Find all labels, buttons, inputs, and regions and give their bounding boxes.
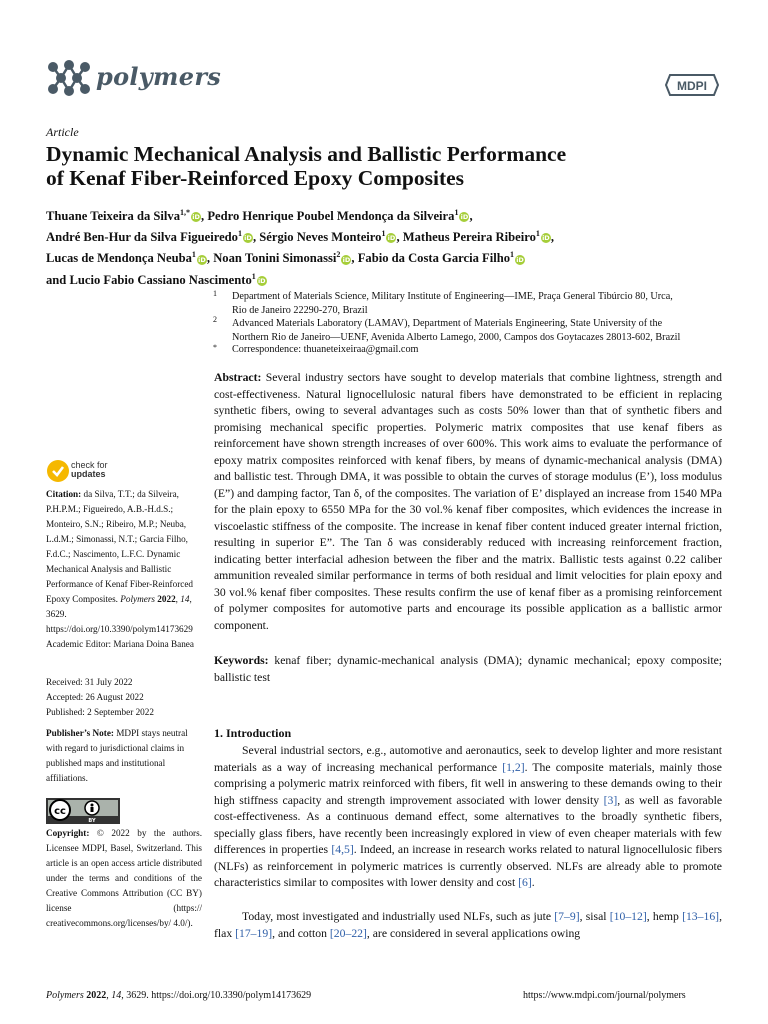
citation-link[interactable]: [3] [603,793,618,807]
orcid-icon[interactable]: iD [257,276,266,285]
affiliation-marker: 2 [213,315,217,324]
footer-citation: Polymers 2022, 14, 3629. https://doi.org/10.3390/polym14173629 [46,990,312,1001]
academic-editor: Academic Editor: Mariana Doina Banea [46,639,194,649]
citation-link[interactable]: [6] [518,876,532,889]
check-for-updates-icon [46,459,70,483]
affiliation-2: Advanced Materials Laboratory (LAMAV), Department of Materials Engineering, State University of the Northern Rio de Janeiro—UENF, Avenida Alberto Lamego, 2000, Campos dos Goytacazes 28013-602, Brazil [232,318,681,343]
article-type: Article [46,125,79,139]
dates-block [46,675,202,720]
intro-paragraph: Today, most investigated and industrially used NLFs, such as jute [7–9], sisal [10–12], hemp [13–16], flax [17–19], and cotton [20–22], are considered in several applications owing [214,910,722,940]
keywords: Keywords: kenaf fiber; dynamic-mechanical analysis (DMA); dynamic mechanical; epoxy composite; ballistic test [214,654,723,684]
author-list: Thuane Teixeira da Silva$^{1,*}$iD, Pedro Henrique Poubel Mendonça da Silveira$^1$iD, André Ben-Hur da Silva Figueiredo$^1$iD, Sérgio Neves Monteiro$^1$iD, Matheus Pereira Ribeiro$^1$iD, Lucas de Mendonça Neuba$^1$iD, Noan Tonini Simonassi$^2$iD, Fabio da Costa Garcia Filho$^1$iD and Lucio Fabio Cassiano Nascimento$^1$iD [46,208,555,287]
author-name: Matheus Pereira Ribeiro [402,230,536,245]
accepted-date: Accepted: 26 August 2022 [46,692,144,702]
footer-journal-link[interactable]: https://www.mdpi.com/journal/polymers [523,990,686,1001]
orcid-icon[interactable]: iD [460,213,469,222]
publisher-note: Publisher’s Note: MDPI stays neutral with regard to jurisdictional claims in published maps and institutional affiliations. [46,728,188,783]
author-name: Pedro Henrique Poubel Mendonça da Silveira [207,209,455,224]
author-name: Sérgio Neves Monteiro [259,230,382,245]
polymers-logo-icon [46,58,92,98]
check-for-updates-label: check for updates [71,460,108,479]
svg-text:BY: BY [88,818,96,824]
orcid-icon[interactable]: iD [387,234,396,243]
citation-block: Citation: da Silva, T.T.; da Silveira, P.H.P.M.; Figueiredo, A.B.-H.d.S.; Monteiro, S.N.; Ribeiro, M.P.; Neuba, L.d.M.; Simonassi, N.T.; Garcia Filho, F.d.C.; Nascimento, L.F.C. Dynamic Mechanical Analysis and Ballistic Performance of Kenaf Fiber-Reinforced Epoxy Composites. Polymers 2022, 14, 3629. https://doi.org/10.3390/polym14173629 [46,489,194,634]
citation-link[interactable]: [1,2] [502,760,525,774]
svg-text:MDPI: MDPI [677,79,707,93]
author-name: Noan Tonini Simonassi [213,251,337,266]
section-heading: 1. Introduction [214,726,292,740]
orcid-icon[interactable]: iD [342,255,351,264]
author-name: Thuane Teixeira da Silva [46,209,181,224]
citation-link[interactable]: [10–12] [609,910,647,923]
affiliation-marker: 1 [213,289,217,298]
orcid-icon[interactable]: iD [192,213,200,222]
orcid-icon[interactable]: iD [542,234,550,243]
orcid-icon[interactable]: iD [244,234,252,243]
journal-name: polymers [96,62,222,91]
abstract: Abstract: Several industry sectors have sought to develop materials that combine lightness, strength and cost-effectiveness. Natural lignocellulosic natural fibers have demonstrated to be efficient in replacing synthetic fibers, owing to several advantages such as costs 50% lower than that of synthetic fibers and promising mechanical specific properties. Polymeric matrix composites that use kenaf fibers as reinforcement have shown strength increases of over 600%. This work aims to evaluate the performance of epoxy matrix composites reinforced with kenaf fibers, by means of dynamic-mechanical analysis (DMA) and ballistic test. Through DMA, it was possible to obtain the curves of storage modulus (E’), loss modulus (E”) and damping factor, Tan δ, of the composites. The variation of E’ displayed an increase from 1540 MPa for the plain epoxy to 6550 MPa for the 30 vol.% kenaf fiber composites, which evidences the increase in viscoelastic stiffness of the composite. The increase in kenaf fiber content induced greater internal friction, resulting in superior E”. The Tan δ was considerably reduced with increasing reinforcement fraction, indicating better interfacial adhesion between the fiber and the matrix. Ballistic tests against 0.22 caliber ammunition revealed similar performance in terms of both residual and limit velocities for plain epoxy and 30 vol.% kenaf fiber composites. These results confirm the use of kenaf fiber as a promising reinforcement of polymer composites for automotive parts and encourage its possible application as a ballistic armor component. [214,371,722,632]
author-name: Lucas de Mendonça Neuba [46,251,192,266]
correspondence: Correspondence: thuaneteixeiraa@gmail.com [232,344,419,355]
author-name: Fabio da Costa Garcia Filho [357,251,511,266]
mdpi-logo-icon [664,72,720,98]
check-for-updates-button[interactable] [46,459,166,485]
citation-link[interactable]: [7–9] [554,910,580,923]
author-name: Lucio Fabio Cassiano Nascimento [69,272,252,287]
affiliation-1: Department of Materials Science, Military Institute of Engineering—IME, Praça General Tibúrcio 80, Urca, Rio de Janeiro 22290-270, Brazil [232,291,673,316]
copyright-block: Copyright: © 2022 by the authors. Licensee MDPI, Basel, Switzerland. This article is an open access article distributed under the terms and conditions of the Creative Commons Attribution (CC BY) license (https:// creativecommons.org/licenses/by/ 4.0/). [46,828,202,928]
published-date: Published: 2 September 2022 [46,707,154,717]
citation-link[interactable]: [13–16] [682,910,720,923]
orcid-icon[interactable]: iD [198,255,206,264]
orcid-icon[interactable]: iD [516,255,524,264]
received-date: Received: 31 July 2022 [46,677,133,687]
citation-link[interactable]: [4,5] [331,843,354,856]
author-name: André Ben-Hur da Silva Figueiredo [46,230,238,245]
paper-title: Dynamic Mechanical Analysis and Ballistic Performance of Kenaf Fiber-Reinforced Epoxy Composites [46,142,567,190]
cc-by-license-icon[interactable] [46,798,120,824]
citation-link[interactable]: [17–19] [235,926,273,940]
citation-link[interactable]: [20–22] [329,926,367,940]
intro-paragraph: Several industrial sectors, e.g., automotive and aeronautics, seek to develop lighter and more resistant materials as a way of increasing mechanical performance [1,2]. The composite materials, mainly those comprising a polymeric matrix reinforced with fibers, fit well in answering to these demands owing to their high stiffness capacity and strength improvement associated with lower density [3], as well as favorable cost-effectiveness. As a continuous demand effect, some alternatives to the broadly synthetic fibers, specially glass fibers, have recently been increasingly explored in view of even cheaper materials with few differences in properties [4,5]. Indeed, an increase in research works related to natural lignocellulosic fibers (NLFs) as reinforcement in polymeric matrices is currently observed. NLFs are already able to promote characteristics similar to composites with lower density and cost [6]. [214,744,723,889]
svg-text:cc: cc [54,806,66,817]
correspondence-marker: * [213,343,217,352]
